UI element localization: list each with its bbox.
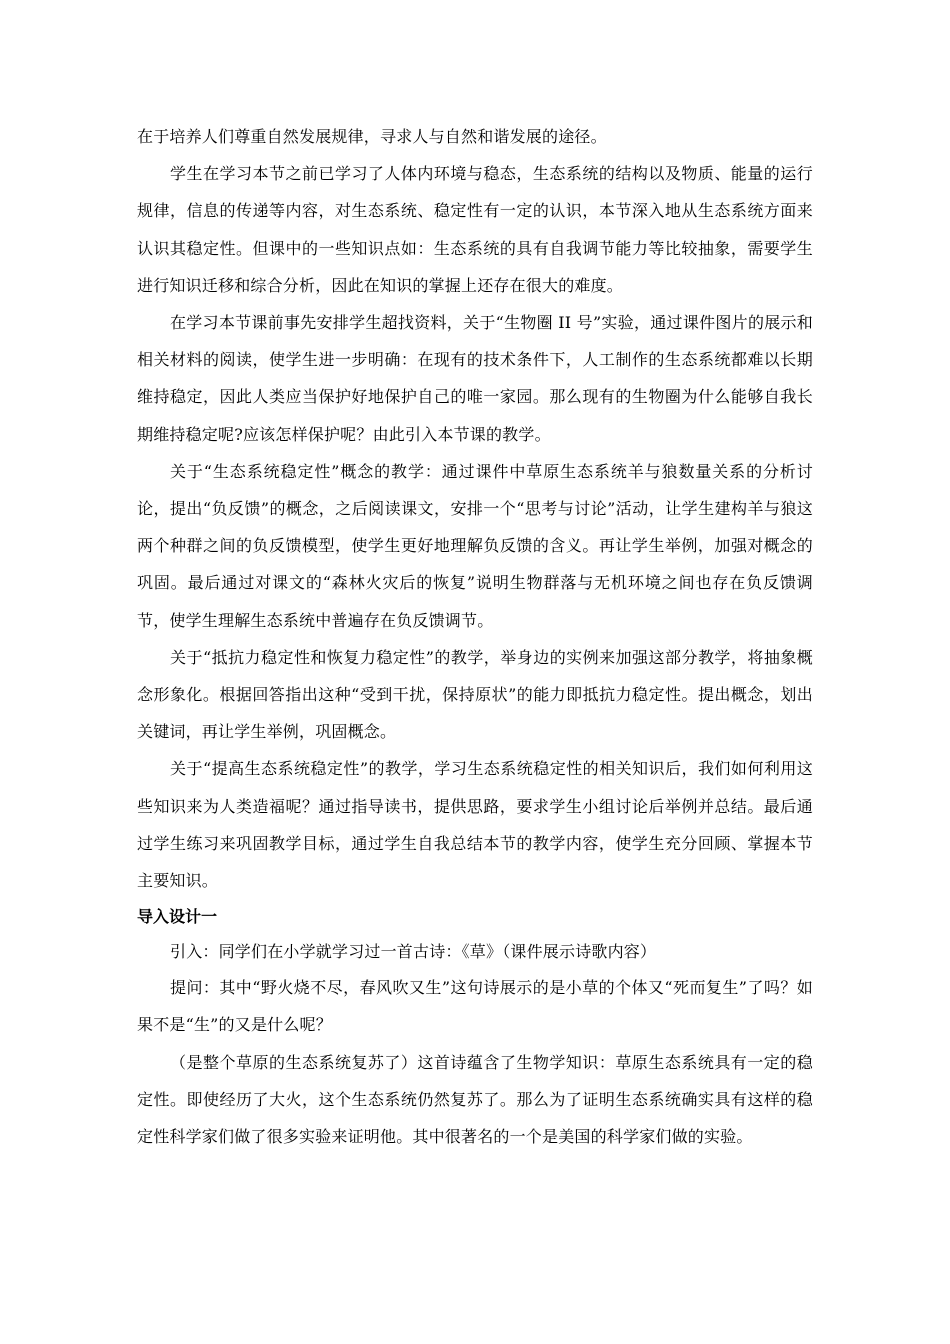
- paragraph-improve-stability: 关于“提高生态系统稳定性”的教学，学习生态系统稳定性的相关知识后，我们如何利用这些知识来为人类造福呢？通过指导读书，提供思路，要求学生小组讨论后举例并总结。最后通过学生练习来巩固教学目标，通过学生自我总结本节的教学内容，使学生充分回顾、掌握本节主要知识。: [137, 759, 813, 891]
- paragraph-continuation: 在于培养人们尊重自然发展规律，寻求人与自然和谐发展的途径。: [137, 127, 607, 146]
- paragraph-negative-feedback: 关于“生态系统稳定性”概念的教学：通过课件中草原生态系统羊与狼数量关系的分析讨论，提出“负反馈”的概念，之后阅读课文，安排一个“思考与讨论”活动，让学生建构羊与狼这两个种群之间的负反馈模型，使学生更好地理解负反馈的含义。再让学生举例，加强对概念的巩固。最后通过对课文的“森林火灾后的恢复”说明生物群落与无机环境之间也存在负反馈调节，使学生理解生态系统中普遍存在负反馈调节。: [137, 461, 813, 630]
- paragraph-answer: （是整个草原的生态系统复苏了）这首诗蕴含了生物学知识：草原生态系统具有一定的稳定性。即使经历了大火，这个生态系统仍然复苏了。那么为了证明生态系统确实具有这样的稳定性科学家们做了很多实验来证明他。其中很著名的一个是美国的科学家们做的实验。: [137, 1052, 813, 1147]
- paragraph-biosphere-2: 在学习本节课前事先安排学生超找资料，关于“生物圈 II 号”实验，通过课件图片的展示和相关材料的阅读，使学生进一步明确：在现有的技术条件下，人工制作的生态系统都难以长期维持稳定，因此人类应当保护好地保护自己的唯一家园。那么现有的生物圈为什么能够自我长期维持稳定呢?应该怎样保护呢？由此引入本节课的教学。: [137, 313, 813, 444]
- paragraph-student-background: 学生在学习本节之前已学习了人体内环境与稳态，生态系统的结构以及物质、能量的运行规律，信息的传递等内容，对生态系统、稳定性有一定的认识，本节深入地从生态系统方面来认识其稳定性。但课中的一些知识点如：生态系统的具有自我调节能力等比较抽象，需要学生进行知识迁移和综合分析，因此在知识的掌握上还存在很大的难度。: [137, 164, 813, 295]
- paragraph-intro: 引入：同学们在小学就学习过一首古诗：《草》（课件展示诗歌内容）: [170, 942, 657, 962]
- document-page: [137, 118, 813, 1155]
- section-heading: 导入设计一: [137, 907, 218, 927]
- paragraph-resistance-stability: 关于“抵抗力稳定性和恢复力稳定性”的教学，举身边的实例来加强这部分教学，将抽象概念形象化。根据回答指出这种“受到干扰，保持原状”的能力即抵抗力稳定性。提出概念，划出关键词，再让学生举例，巩固概念。: [137, 647, 813, 742]
- paragraph-question: 提问：其中“野火烧不尽，春风吹又生”这句诗展示的是小草的个体又“死而复生”了吗？如果不是“生”的又是什么呢？: [137, 978, 813, 1035]
